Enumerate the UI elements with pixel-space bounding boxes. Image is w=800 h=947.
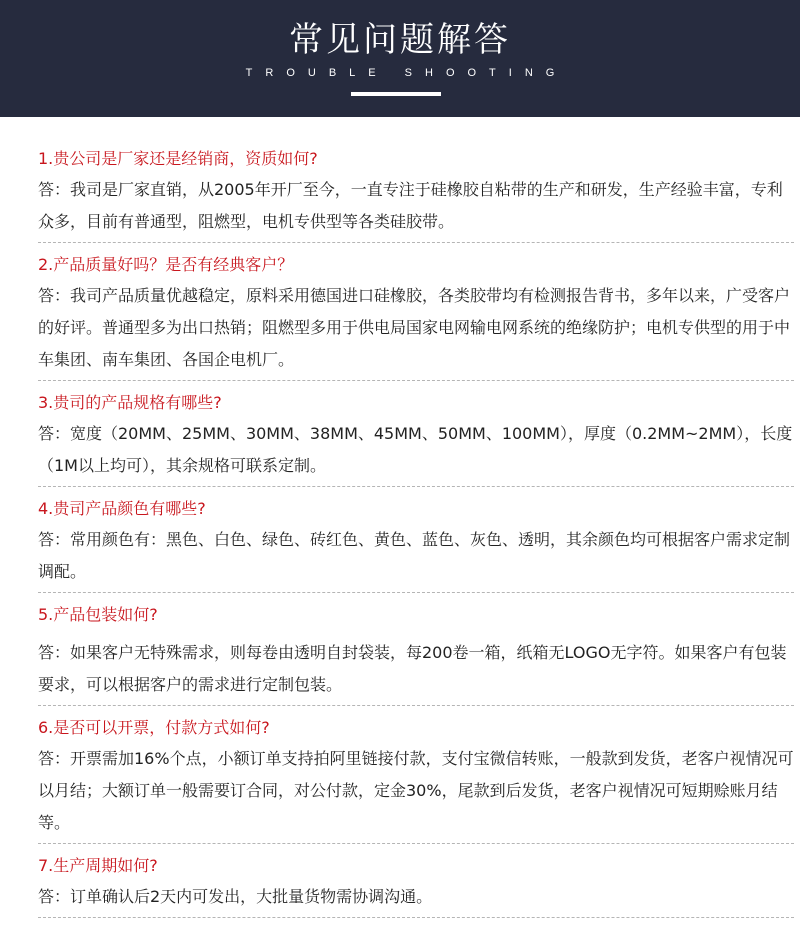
faq-item (38, 143, 794, 243)
faq-answer: 答：开票需加16%个点，小额订单支持拍阿里链接付款，支付宝微信转账，一般款到发货，老客户视情况可以月结；大额订单一般需要订合同，对公付款，定金30%，尾款到后发货，老客户视情况可短期赊账月结等。 (38, 749, 794, 832)
title-underline-bar (351, 92, 441, 96)
faq-answer: 答：订单确认后2天内可发出，大批量货物需协调沟通。 (38, 887, 433, 906)
page-title: 常见问题解答 (289, 20, 511, 60)
faq-item (38, 850, 794, 918)
faq-question: 1.贵公司是厂家还是经销商，资质如何? (38, 149, 318, 168)
faq-question: 5.产品包装如何? (38, 605, 158, 624)
faq-answer: 答：我司产品质量优越稳定，原料采用德国进口硅橡胶，各类胶带均有检测报告背书，多年以来，广受客户的好评。普通型多为出口热销；阻燃型多用于供电局国家电网输电网系统的绝缘防护；电机专供型的用于中车集团、南车集团、各国企电机厂。 (38, 286, 791, 369)
faq-item (38, 493, 794, 593)
faq-question: 2.产品质量好吗？是否有经典客户？ (38, 255, 294, 274)
faq-question: 6.是否可以开票，付款方式如何? (38, 718, 270, 737)
faq-answer: 答：常用颜色有：黑色、白色、绿色、砖红色、黄色、蓝色、灰色、透明，其余颜色均可根据客户需求定制调配。 (38, 530, 791, 581)
faq-item (38, 387, 794, 487)
faq-answer: 答：宽度（20MM、25MM、30MM、38MM、45MM、50MM、100MM），厚度（0.2MM~2MM），长度（1M以上均可），其余规格可联系定制。 (38, 424, 793, 475)
page-subtitle: TROUBLE SHOOTING (245, 67, 568, 79)
faq-question: 4.贵司产品颜色有哪些? (38, 499, 206, 518)
faq-answer: 答：我司是厂家直销，从2005年开厂至今，一直专注于硅橡胶自粘带的生产和研发，生产经验丰富，专利众多，目前有普通型，阻燃型，电机专供型等各类硅胶带。 (38, 180, 783, 231)
faq-item (38, 712, 794, 844)
faq-answer: 答：如果客户无特殊需求，则每卷由透明自封袋装，每200卷一箱，纸箱无LOGO无字符。如果客户有包装要求，可以根据客户的需求进行定制包装。 (38, 643, 787, 694)
faq-question: 7.生产周期如何? (38, 856, 158, 875)
faq-question: 3.贵司的产品规格有哪些? (38, 393, 222, 412)
header-banner (0, 0, 800, 117)
faq-item (38, 249, 794, 381)
faq-list (38, 143, 794, 924)
faq-item (38, 599, 794, 706)
